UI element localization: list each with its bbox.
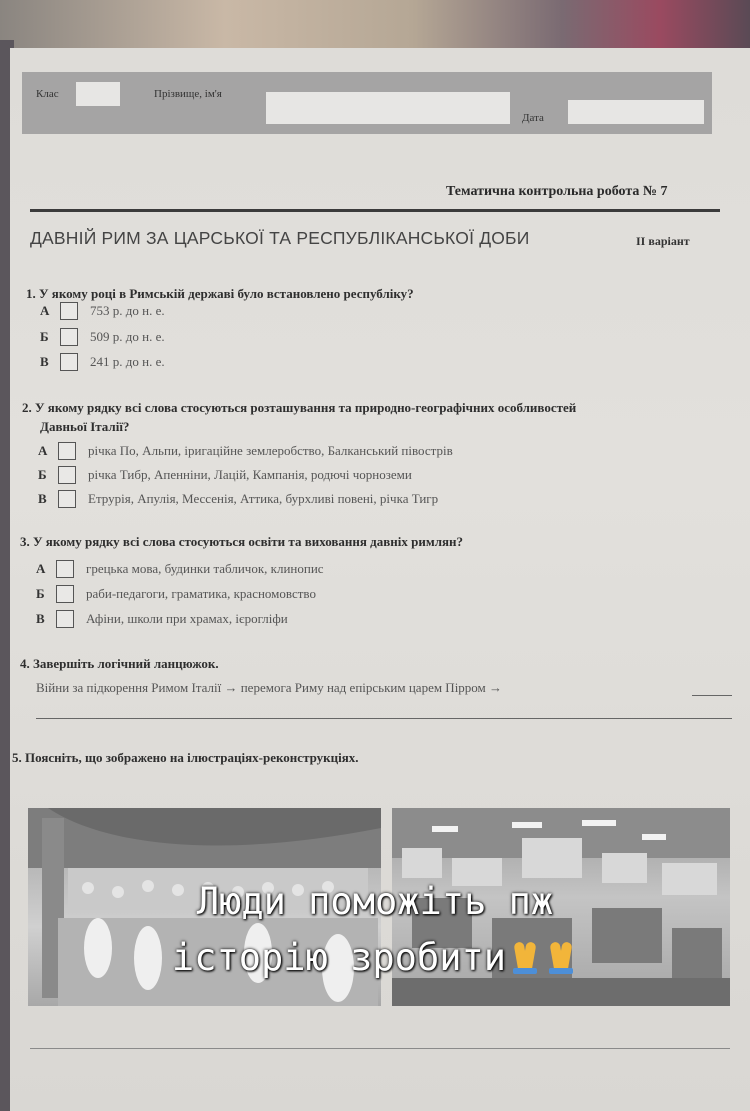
question-number: 4.: [20, 656, 30, 671]
answer-checkbox[interactable]: [60, 328, 78, 346]
answer-checkbox[interactable]: [56, 560, 74, 578]
answer-checkbox[interactable]: [58, 466, 76, 484]
date-label: Дата: [522, 112, 544, 124]
question-text-line1: У якому рядку всі слова стосуються розташування та природно-географічних особливостей: [35, 400, 577, 415]
question-text: У якому році в Римській державі було встановлено республіку?: [39, 286, 414, 301]
praying-hands-icon: [544, 940, 578, 974]
variant-label: ІІ варіант: [636, 234, 690, 248]
answer-checkbox[interactable]: [60, 353, 78, 371]
question-text-line2: Давньої Італії?: [40, 419, 130, 434]
option-2a[interactable]: А річка По, Альпи, іригаційне землеробство, Балканський півострів: [38, 443, 453, 458]
name-field[interactable]: [266, 92, 510, 124]
answer-checkbox[interactable]: [58, 490, 76, 508]
option-1c[interactable]: В 241 р. до н. е.: [40, 354, 165, 369]
answer-line[interactable]: [36, 718, 732, 719]
overlay-caption-line1: Люди поможіть пж: [196, 880, 554, 923]
chain-answer-line[interactable]: [692, 695, 732, 696]
answer-checkbox[interactable]: [56, 585, 74, 603]
topic-heading: ДАВНІЙ РИМ ЗА ЦАРСЬКОЇ ТА РЕСПУБЛІКАНСЬКОЇ ДОБИ: [30, 228, 530, 248]
question-number: 2.: [22, 400, 32, 415]
class-label: Клас: [36, 88, 59, 100]
logic-chain: Війни за підкорення Римом Італії → перемога Риму над епірським царем Пірром →: [36, 680, 503, 695]
option-3c[interactable]: В Афіни, школи при храмах, ієрогліфи: [36, 611, 288, 626]
class-field[interactable]: [76, 82, 120, 106]
question-2: [22, 398, 734, 436]
option-3b[interactable]: Б раби-педагоги, граматика, красномовство: [36, 586, 316, 601]
overlay-caption-line2-wrap: [0, 936, 750, 979]
option-1a[interactable]: А 753 р. до н. е.: [40, 303, 165, 318]
work-title: Тематична контрольна робота № 7: [446, 184, 668, 199]
question-1: [26, 284, 414, 303]
answer-checkbox[interactable]: [58, 442, 76, 460]
option-1b[interactable]: Б 509 р. до н. е.: [40, 329, 165, 344]
question-number: 1.: [26, 286, 36, 301]
name-label: Прізвище, ім'я: [154, 88, 222, 100]
option-2b[interactable]: Б річка Тибр, Апенніни, Лацій, Кампанія, родючі чорноземи: [38, 467, 412, 482]
question-number: 5.: [12, 750, 22, 765]
title-divider: [30, 209, 720, 212]
praying-hands-icon: [508, 940, 542, 974]
question-5: [12, 748, 359, 767]
date-field[interactable]: [568, 100, 704, 124]
question-text: Завершіть логічний ланцюжок.: [33, 656, 219, 671]
option-3a[interactable]: А грецька мова, будинки табличок, клинопис: [36, 561, 324, 576]
question-4: [20, 654, 219, 673]
question-text: Поясніть, що зображено на ілюстраціях-реконструкціях.: [25, 750, 359, 765]
overlay-caption-line2: історію зробити: [171, 936, 507, 979]
answer-line-bottom: [30, 1048, 730, 1049]
student-info-band: [22, 72, 712, 134]
question-3: [20, 532, 463, 551]
answer-checkbox[interactable]: [56, 610, 74, 628]
answer-checkbox[interactable]: [60, 302, 78, 320]
question-number: 3.: [20, 534, 30, 549]
question-text: У якому рядку всі слова стосуються освіти та виховання давніх римлян?: [33, 534, 464, 549]
option-2c[interactable]: В Етрурія, Апулія, Мессенія, Аттика, бурхливі повені, річка Тигр: [38, 491, 439, 506]
